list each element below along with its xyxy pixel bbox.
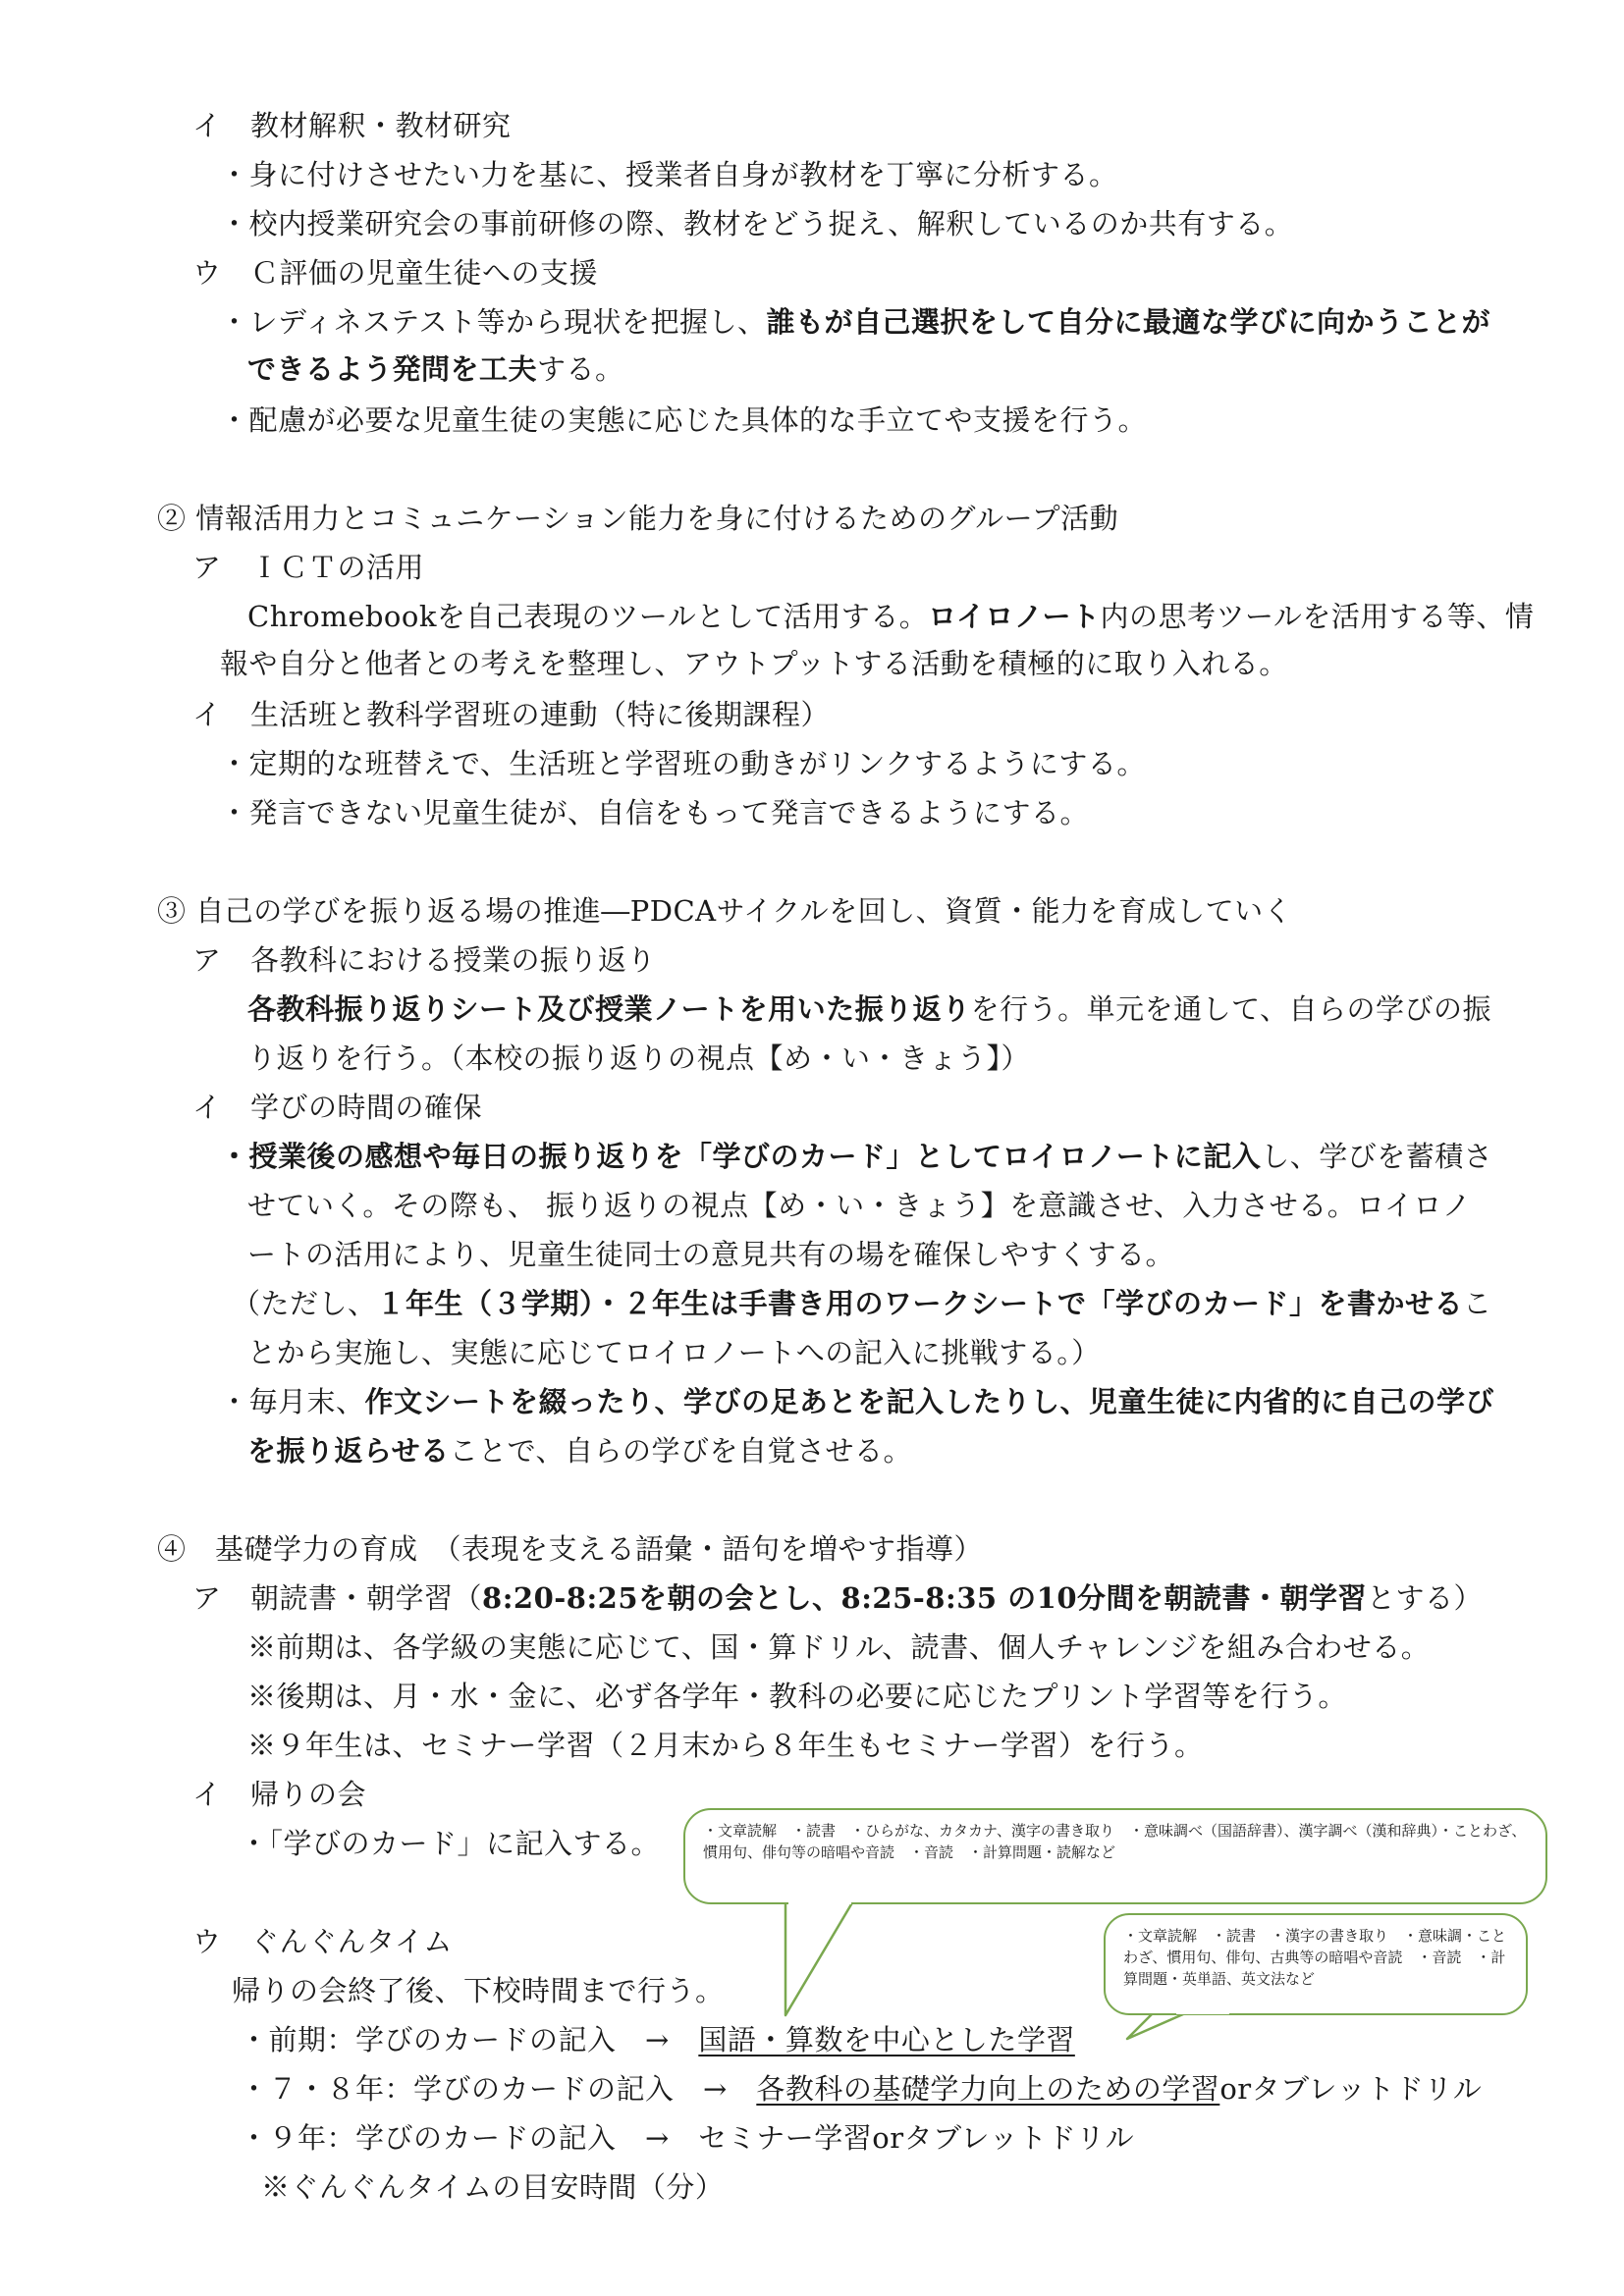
note-text: ※９年生は、セミナー学習（２月末から８年生もセミナー学習）を行う。 <box>247 1729 1204 1762</box>
note-continuation: とから実施し、実態に応じてロイロノートへの記入に挑戦する。） <box>247 1336 1101 1369</box>
subheading-i-groups: イ 生活班と教科学習班の連動（特に後期課程） <box>192 698 831 731</box>
bullet-text: ・校内授業研究会の事前研修の際、教材をどう捉え、解釈しているのか共有する。 <box>220 207 1294 240</box>
note-text: ※前期は、各学級の実態に応じて、国・算ドリル、読書、個人チャレンジを組み合わせる。 <box>247 1630 1431 1664</box>
bullet-text: ・身に付けさせたい力を基に、授業者自身が教材を丁寧に分析する。 <box>220 158 1118 191</box>
speech-bubble-secondary: ・文章読解 ・読書 ・漢字の書き取り ・意味調・ことわざ、慣用句、俳句、古典等の暗唱や音読 ・音読 ・計算問題・英単語、英文法など <box>1104 1913 1528 2015</box>
paragraph-continuation: 報や自分と他者との考えを整理し、アウトプットする活動を積極的に取り入れる。 <box>220 647 1288 680</box>
subheading-i-homeroom: イ 帰りの会 <box>192 1778 367 1811</box>
subheading-a-morning: ア 朝読書・朝学習（8:20-8:25を朝の会とし、8:25-8:35 の10分間を朝読書・朝学習とする） <box>192 1581 1484 1615</box>
paragraph-text: 帰りの会終了後、下校時間まで行う。 <box>232 1974 725 2007</box>
bullet-text: ・授業後の感想や毎日の振り返りを「学びのカード」としてロイロノートに記入し、学びを蓄積さ <box>220 1140 1493 1173</box>
bullet-text: ・配慮が必要な児童生徒の実態に応じた具体的な手立てや支援を行う。 <box>220 403 1148 437</box>
paragraph-text: 各教科振り返りシート及び授業ノートを用いた振り返りを行う。単元を通して、自らの学びの振 <box>247 992 1492 1026</box>
subheading-a-reflection: ア 各教科における授業の振り返り <box>192 943 657 977</box>
section-heading-4: ④ 基礎学力の育成 （表現を支える語彙・語句を増やす指導） <box>157 1532 984 1566</box>
paragraph-continuation: り返りを行う。（本校の振り返りの視点【め・い・きょう】） <box>247 1041 1031 1075</box>
subheading-a-ict: ア ＩＣＴの活用 <box>192 551 425 584</box>
note-text: ※後期は、月・水・金に、必ず各学年・教科の必要に応じたプリント学習等を行う。 <box>247 1680 1347 1713</box>
callout-tail-1 <box>785 1899 854 2015</box>
note-text: ※ぐんぐんタイムの目安時間（分） <box>261 2170 725 2204</box>
speech-bubble-primary: ・文章読解 ・読書 ・ひらがな、カタカナ、漢字の書き取り ・意味調べ（国語辞書）、漢字調べ（漢和辞典）・ことわざ、慣用句、俳句等の暗唱や音読 ・音読 ・計算問題・読解など <box>683 1808 1547 1904</box>
section-heading-3: ③ 自己の学びを振り返る場の推進―PDCAサイクルを回し、資質・能力を育成していく <box>157 894 1293 928</box>
section-heading-2: ② 情報活用力とコミュニケーション能力を身に付けるためのグループ活動 <box>157 502 1119 535</box>
bullet-continuation: できるよう発問を工夫する。 <box>247 352 624 386</box>
subheading-u-support: ウ Ｃ評価の児童生徒への支援 <box>192 256 599 290</box>
paragraph-text: Chromebookを自己表現のツールとして活用する。ロイロノート内の思考ツールを活用する等、情 <box>247 600 1535 633</box>
bullet-text: ・７・８年：学びのカードの記入 → 各教科の基礎学力向上のための学習orタブレットドリル <box>240 2072 1483 2106</box>
tail-joint-mask <box>788 1900 851 1904</box>
bullet-text: ・発言できない児童生徒が、自信をもって発言できるようにする。 <box>220 796 1090 829</box>
bullet-continuation: せていく。その際も、 振り返りの視点【め・い・きょう】を意識させ、入力させる。ロイロノ <box>247 1189 1472 1222</box>
bullet-text: ・定期的な班替えで、生活班と学習班の動きがリンクするようにする。 <box>220 747 1146 780</box>
bullet-continuation: ートの活用により、児童生徒同士の意見共有の場を確保しやすくする。 <box>247 1238 1175 1271</box>
bullet-text: ・「学びのカード」に記入する。 <box>240 1827 661 1860</box>
bullet-text: ・前期：学びのカードの記入 → 国語・算数を中心とした学習 <box>240 2023 1075 2056</box>
note-text: （ただし、１年生（３学期）・２年生は手書き用のワークシートで「学びのカード」を書かせるこ <box>232 1287 1492 1320</box>
subheading-u-gungun-time: ウ ぐんぐんタイム <box>192 1925 453 1958</box>
subheading-i-learning-time: イ 学びの時間の確保 <box>192 1091 483 1124</box>
bullet-continuation: を振り返らせることで、自らの学びを自覚させる。 <box>247 1434 913 1468</box>
bullet-text: ・９年：学びのカードの記入 → セミナー学習orタブレットドリル <box>240 2121 1135 2155</box>
tail-joint-mask <box>1176 2010 1229 2014</box>
bullet-text: ・レディネステスト等から現状を把握し、誰もが自己選択をして自分に最適な学びに向かうことが <box>220 305 1490 339</box>
subheading-i-materials: イ 教材解釈・教材研究 <box>192 109 512 142</box>
bullet-text: ・毎月末、作文シートを綴ったり、学びの足あとを記入したりし、児童生徒に内省的に自己の学び <box>220 1385 1495 1418</box>
